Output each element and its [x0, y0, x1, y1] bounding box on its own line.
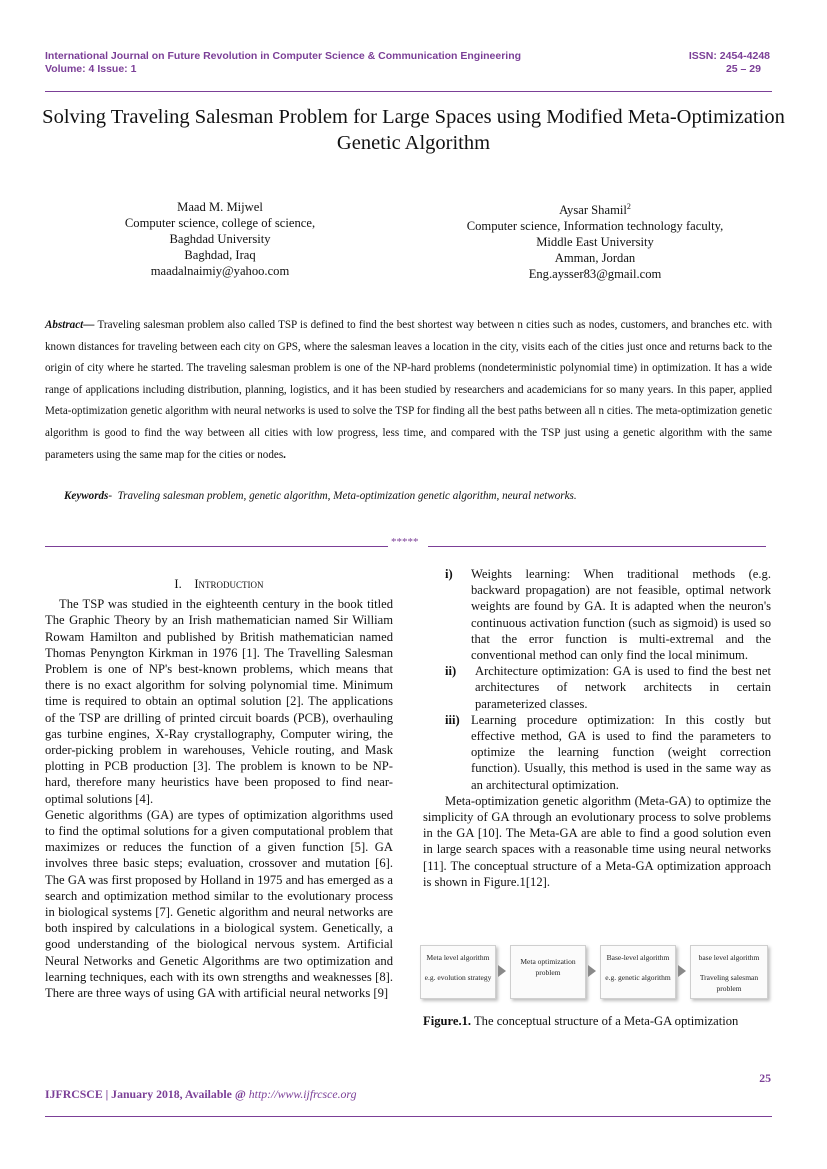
list-item-learning-procedure: iii) Learning procedure optimization: In this costly but effective method, GA is used to find the parameters to optimize the learning function (weight correction function). Usually, this method is used in the same way as an architectural optimization. [445, 712, 771, 792]
list-item-weights-learning: i) Weights learning: When traditional methods (e.g. backward propagation) are not feasible, optimal network weights are found by GA. It is adapted when the neuron's continuous activation function (such as sigmoid) is used so that the error function is multi-extremal and the conventional method can only find the local minimum. [445, 567, 771, 663]
header-rule [45, 91, 772, 92]
intro-paragraph-2: Genetic algorithms (GA) are types of optimization algorithms used to find the optimal solutions for a given computational problem that maximizes or reduces the function of a given function [5]. GA involves three basic steps; evaluation, crossover and mutation [6]. The GA was first proposed by Holland in 1975 and has emerged as a search and optimization method similar to the evolutionary process in biological systems [7]. Genetic algorithm and neural networks are both inspired by calculations in a biological system. Genetically, a good understanding of the biological nervous system. Artificial Neural Networks and Genetic Algorithms are two optimization and learning techniques, each with its own strengths and weaknesses [8]. There are three ways of using GA with artificial neural networks [9] [45, 807, 393, 1001]
figure-label: Figure.1. [423, 1014, 472, 1028]
keywords: Keywords- Traveling salesman problem, genetic algorithm, Meta-optimization genetic algorithm, neural networks. [64, 490, 577, 502]
volume-issue: Volume: 4 Issue: 1 [45, 63, 137, 75]
author-location: Amman, Jordan [554, 251, 636, 266]
page-range: 25 – 29 [725, 63, 761, 75]
right-column [423, 566, 771, 890]
author-block-2 [440, 199, 750, 282]
author-name: Maad M. Mijwel [177, 200, 263, 214]
meta-ga-paragraph: Meta-optimization genetic algorithm (Meta-GA) to optimize the simplicity of GA through an evolutionary process to solve problems in the GA [10]. The Meta-GA are able to find a good solution even in large search spaces with a reasonable time using neural networks [11]. The conceptual structure of a Meta-GA optimization approach is shown in Figure.1[12]. [423, 793, 771, 889]
separator-stars: ***** [391, 536, 419, 548]
author-email: maadalnaimiy@yahoo.com [150, 264, 290, 278]
author-email: Eng.aysser83@gmail.com [528, 267, 662, 282]
separator-rule-right [428, 546, 766, 547]
figure-box-base-level: Base-level algorithm e.g. genetic algorithm [600, 945, 676, 999]
abstract-text: Traveling salesman problem also called TSP is defined to find the best shortest way between n cities such as nodes, customers, and branches etc. with known distances for traveling between each city on GPS, where the salesman leaves a location in the city, visits each of the cities just once and returns back to the origin of city where he started. The traveling salesman problem is one of the NP-hard problems (nondeterministic polynomial time) in optimization. It has a wide range of applications including distribution, planning, logistics, and it has been studied by researchers and academicians for so many years. In this paper, applied Meta-optimization genetic algorithm with neural networks is used to solve the TSP for finding all the best paths between all n cities. The meta-optimization genetic algorithm is good to find the way between all cities with low progress, less time, and compared with the TSP just using a genetic algorithm with the same parameters using the same map for the cities or nodes [45, 319, 773, 461]
author-block-1 [100, 199, 340, 279]
page-number: 25 [759, 1071, 771, 1085]
journal-name: International Journal on Future Revolution in Computer Science & Communication Engineering [45, 50, 522, 62]
figure-box-tsp: base level algorithm Traveling salesman problem [690, 945, 768, 999]
abstract-label: Abstract [45, 319, 84, 331]
author-affiliation: Computer science, Information technology faculty, [466, 219, 724, 234]
keywords-label: Keywords [64, 490, 109, 502]
figure-caption: Figure.1. The conceptual structure of a Meta-GA optimization [423, 1014, 739, 1028]
arrow-icon [678, 965, 686, 977]
figure-box-meta-optimization: Meta optimization problem [510, 945, 586, 999]
footer-rule [45, 1116, 772, 1117]
left-column [45, 576, 393, 1001]
author-affiliation: Computer science, college of science, [124, 216, 316, 230]
footer-url[interactable]: http://www.ijfrcsce.org [248, 1087, 357, 1101]
figure-box-meta-level: Meta level algorithm e.g. evolution strategy [420, 945, 496, 999]
author-location: Baghdad, Iraq [184, 248, 256, 262]
arrow-icon [498, 965, 506, 977]
author-affiliation: Baghdad University [169, 232, 271, 246]
keywords-text: Traveling salesman problem, genetic algorithm, Meta-optimization genetic algorithm, neural networks. [117, 490, 577, 502]
arrow-icon [588, 965, 596, 977]
author-affiliation: Middle East University [536, 235, 654, 250]
abstract: Abstract— Traveling salesman problem also called TSP is defined to find the best shortest way between n cities such as nodes, customers, and branches etc. with known distances for traveling between each city on GPS, where the salesman leaves a location in the city, visits each of the cities just once and returns back to the origin of city where he started. The traveling salesman problem is one of the NP-hard problems (nondeterministic polynomial time) in optimization. It has a wide range of applications including distribution, planning, logistics, and it has been studied by researchers and academicians for so many years. In this paper, applied Meta-optimization genetic algorithm with neural networks is used to solve the TSP for finding all the best paths between all n cities. The meta-optimization genetic algorithm is good to find the way between all cities with low progress, less time, and compared with the TSP just using a genetic algorithm with the same parameters using the same map for the cities or nodes. [45, 319, 773, 461]
separator-rule-left [45, 546, 388, 547]
footer-citation: IJFRCSCE | January 2018, Available @ http://www.ijfrcsce.org [45, 1087, 357, 1101]
author-name: Aysar Shamil$^2$ [559, 202, 631, 218]
paper-title: Solving Traveling Salesman Problem for Large Spaces using Modified Meta-Optimization Genetic Algorithm [42, 106, 785, 154]
list-item-architecture-optimization: ii) Architecture optimization: GA is used to find the best net architectures of network architects in certain parameterized classes. [445, 664, 771, 711]
issn: ISSN: 2454-4248 [688, 50, 770, 62]
section-heading-introduction: I. Introduction [174, 577, 264, 591]
intro-paragraph-1: The TSP was studied in the eighteenth century in the book titled The Graphic Theory by an Irish mathematician named Sir William Rowam Hamilton and published by British mathematician named Thomas Penyngton Kirkman in 1976 [1]. The Travelling Salesman Problem is one of NP's best-known problems, which means that there is no exact algorithm for solving polynomial time. Minimum time is required to obtain an optimal solution [2]. The applications of the TSP are drilling of printed circuit boards (PCB), overhauling gas turbine engines, X-Ray crystallography, Computer wiring, the order-picking problem in warehouses, Vehicle routing, and Mask plotting in PCB production [3]. The problem is known to be NP-hard, therefore many heuristics have been proposed to find near-optimal solutions [4]. [45, 597, 393, 806]
